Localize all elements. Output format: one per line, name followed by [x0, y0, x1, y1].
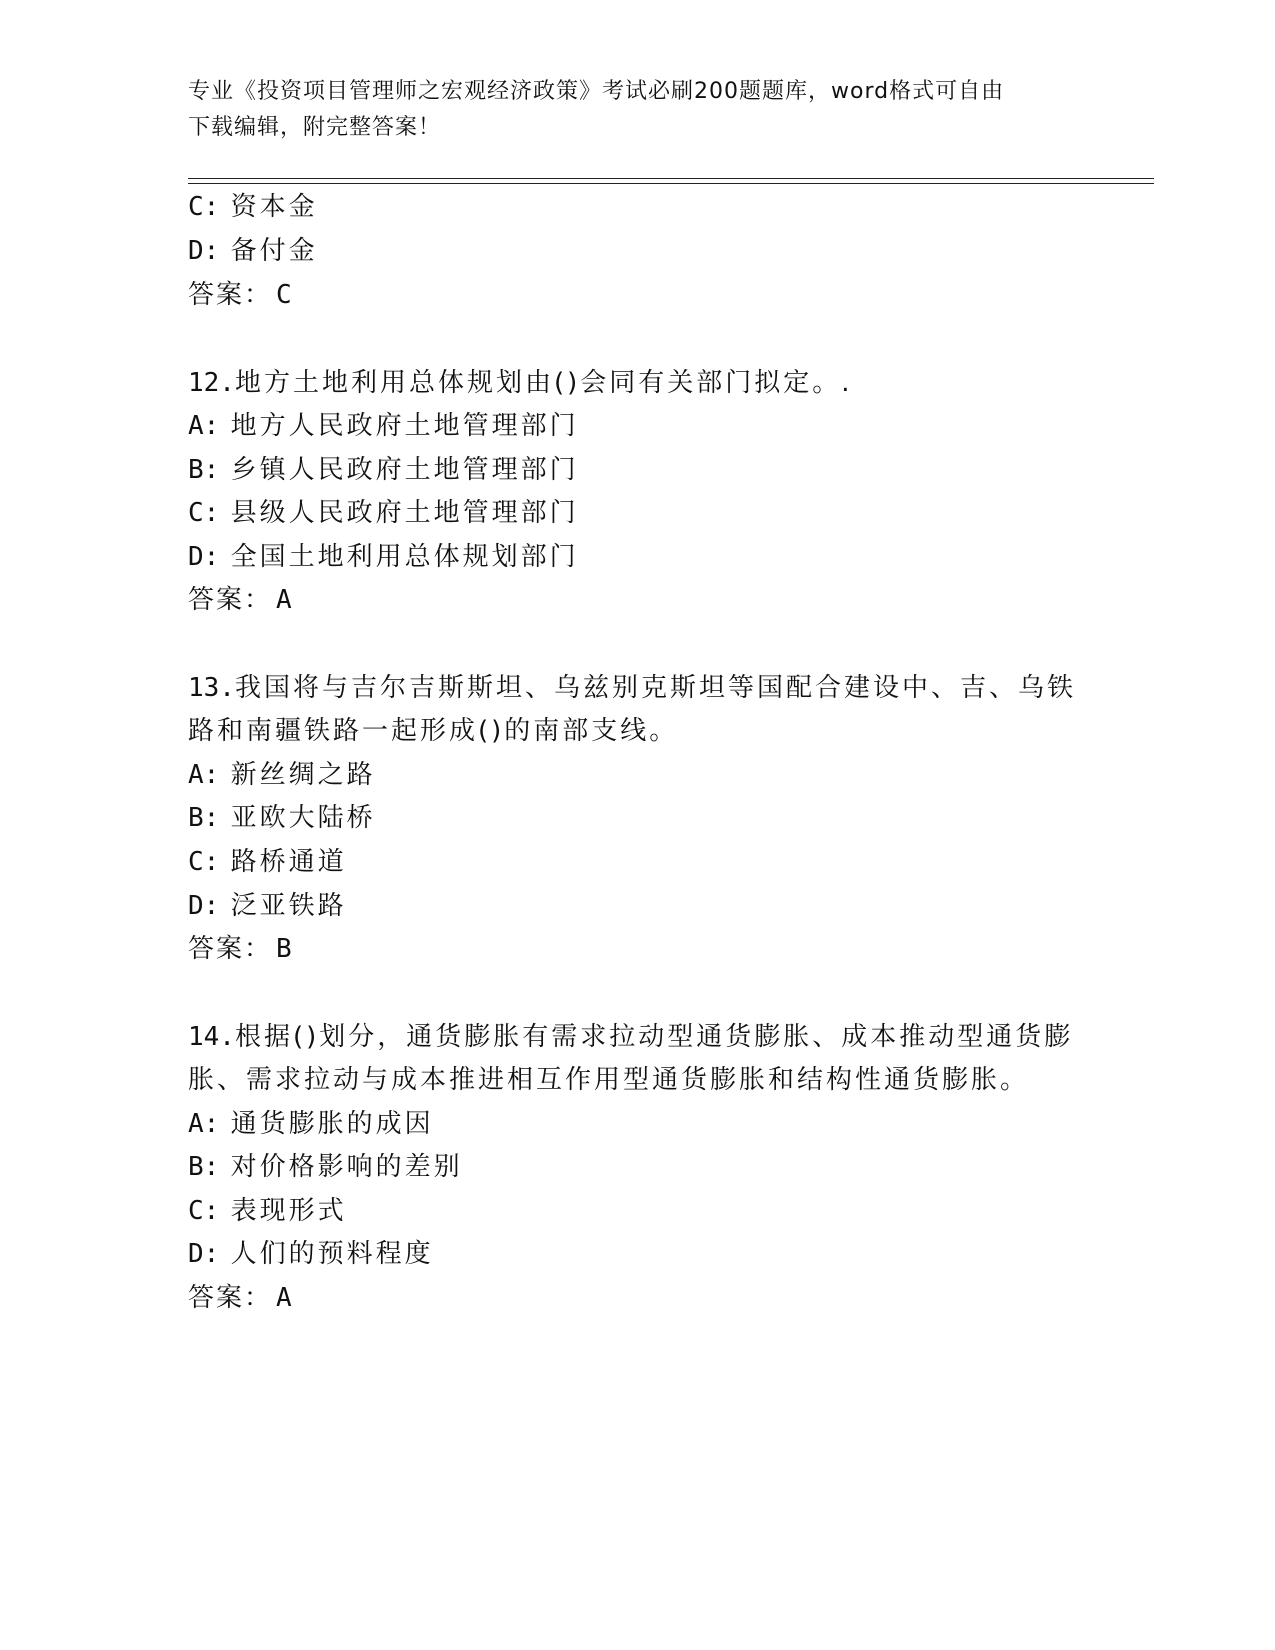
answer-value: C [276, 280, 292, 310]
question-text-line: 地方土地利用总体规划由()会同有关部门拟定。. [234, 368, 853, 398]
question-14-text [188, 1021, 1073, 1053]
option-text: 通货膨胀的成因 [230, 1109, 434, 1139]
option-text: 乡镇人民政府土地管理部门 [230, 455, 579, 485]
header-line-2: 下载编辑，附完整答案！ [188, 115, 442, 140]
answer-value: B [276, 934, 292, 964]
answer-label: 答案： [188, 934, 273, 964]
question-text-line: 路和南疆铁路一起形成()的南部支线。 [188, 716, 679, 746]
option-a [188, 1108, 434, 1140]
answer-label: 答案： [188, 280, 273, 310]
option-c [188, 497, 579, 529]
question-number: 12. [188, 368, 235, 398]
header-divider-bottom [188, 183, 1154, 184]
question-13-text-cont [188, 715, 678, 747]
option-text: 地方人民政府土地管理部门 [230, 411, 579, 441]
option-c [188, 846, 347, 878]
option-text: 人们的预料程度 [230, 1239, 434, 1269]
answer-line [188, 933, 292, 965]
option-text: 表现形式 [230, 1196, 347, 1226]
option-d [188, 235, 318, 267]
option-d [188, 890, 347, 922]
option-text: 县级人民政府土地管理部门 [230, 498, 579, 528]
option-letter: D: [188, 236, 220, 266]
option-b [188, 1151, 463, 1183]
answer-value: A [276, 1283, 292, 1313]
answer-line [188, 279, 292, 311]
question-12-text [188, 367, 853, 399]
answer-value: A [276, 585, 292, 615]
option-c [188, 191, 318, 223]
option-letter: C: [188, 1196, 220, 1226]
question-number: 14. [188, 1022, 235, 1052]
option-text: 新丝绸之路 [230, 760, 376, 790]
question-text-line: 我国将与吉尔吉斯斯坦、乌兹别克斯坦等国配合建设中、吉、乌铁 [234, 673, 1076, 703]
option-d [188, 541, 579, 573]
option-letter: D: [188, 542, 220, 572]
option-a [188, 410, 579, 442]
document-header [188, 74, 1088, 146]
option-text: 全国土地利用总体规划部门 [230, 542, 579, 572]
option-b [188, 802, 376, 834]
option-letter: C: [188, 498, 220, 528]
answer-label: 答案： [188, 585, 273, 615]
option-letter: A: [188, 1109, 220, 1139]
answer-label: 答案： [188, 1283, 273, 1313]
question-14-text-cont [188, 1064, 1029, 1096]
answer-line [188, 584, 292, 616]
option-text: 亚欧大陆桥 [230, 803, 376, 833]
question-13-text [188, 672, 1076, 704]
option-text: 泛亚铁路 [230, 891, 347, 921]
option-letter: A: [188, 411, 220, 441]
question-text-line: 胀、需求拉动与成本推进相互作用型通货膨胀和结构性通货膨胀。 [188, 1065, 1030, 1095]
option-c [188, 1195, 347, 1227]
option-letter: D: [188, 1239, 220, 1269]
option-a [188, 759, 376, 791]
option-letter: C: [188, 192, 220, 222]
option-letter: B: [188, 803, 220, 833]
option-letter: A: [188, 760, 220, 790]
option-letter: D: [188, 891, 220, 921]
header-divider-top [188, 178, 1154, 179]
option-text: 备付金 [230, 236, 318, 266]
option-d [188, 1238, 434, 1270]
option-letter: C: [188, 847, 220, 877]
option-text: 对价格影响的差别 [230, 1152, 463, 1182]
option-text: 路桥通道 [230, 847, 347, 877]
option-b [188, 454, 579, 486]
header-line-1: 专业《投资项目管理师之宏观经济政策》考试必刷200题题库，word格式可自由 [188, 79, 1005, 104]
answer-line [188, 1282, 292, 1314]
option-text: 资本金 [230, 192, 318, 222]
option-letter: B: [188, 1152, 220, 1182]
question-text-line: 根据()划分，通货膨胀有需求拉动型通货膨胀、成本推动型通货膨 [234, 1022, 1074, 1052]
option-letter: B: [188, 455, 220, 485]
question-number: 13. [188, 673, 235, 703]
